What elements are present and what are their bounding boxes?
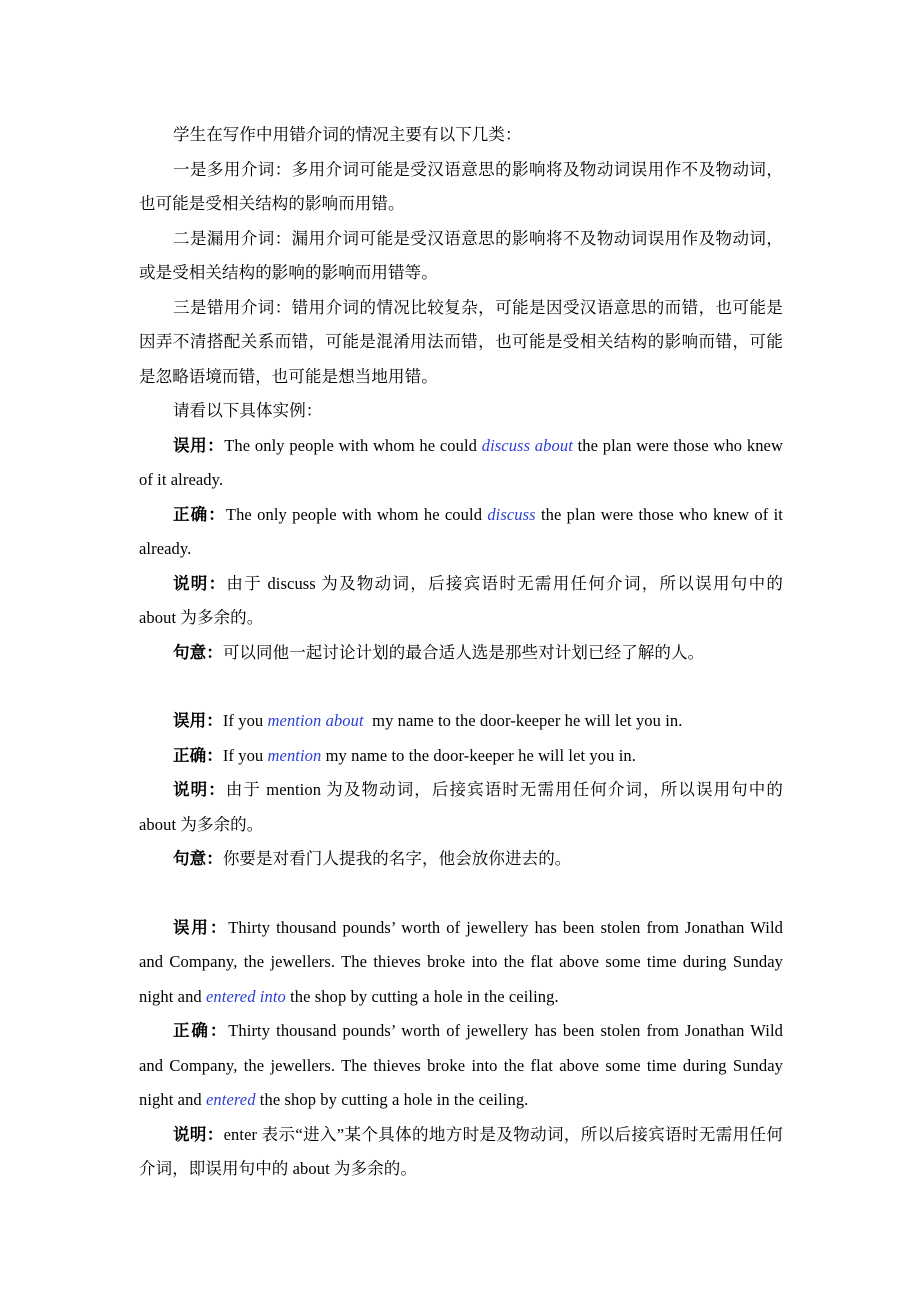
meaning-label: 句意： bbox=[173, 849, 223, 868]
document-body bbox=[139, 118, 783, 1187]
intro-paragraph: 一是多用介词：多用介词可能是受汉语意思的影响将及物动词误用作不及物动词，也可能是受相关结构的影响而用错。 bbox=[139, 159, 783, 213]
explain-label: 说明： bbox=[173, 780, 226, 799]
wrong-label: 误用： bbox=[173, 711, 223, 730]
highlighted-phrase: discuss bbox=[487, 504, 536, 524]
highlighted-phrase: discuss about bbox=[481, 435, 573, 455]
example-meaning bbox=[139, 842, 783, 877]
sentence-text: the shop by cutting a hole in the ceiling. bbox=[285, 986, 559, 1006]
example-wrong-sentence bbox=[139, 429, 783, 498]
meaning-text: 你要是对看门人提我的名字，他会放你进去的。 bbox=[222, 849, 572, 868]
spacer bbox=[139, 877, 783, 911]
sentence-text: If you bbox=[222, 711, 268, 730]
correct-label: 正确： bbox=[173, 745, 223, 765]
sentence-text: the shop by cutting a hole in the ceiling. bbox=[255, 1090, 529, 1109]
sentence-text: If you bbox=[222, 745, 268, 765]
intro-paragraph: 请看以下具体实例： bbox=[173, 401, 323, 420]
explanation-text: 由于 discuss 为及物动词，后接宾语时无需用任何介词，所以误用句中的 about 为多余的。 bbox=[139, 573, 783, 627]
example-wrong-sentence bbox=[139, 704, 783, 739]
wrong-label: 误用： bbox=[173, 435, 225, 455]
example-correct-sentence bbox=[139, 1014, 783, 1118]
highlighted-phrase: mention about bbox=[267, 711, 364, 730]
highlighted-phrase: entered bbox=[206, 1090, 256, 1109]
intro-paragraph: 学生在写作中用错介词的情况主要有以下几类： bbox=[173, 125, 522, 144]
sentence-text: Thirty thousand pounds’ worth of jewellery has been stolen from Jonathan Wild and Company, the jewellers. The thieves broke into the flat above some time during Sunday night and bbox=[139, 917, 783, 1006]
highlighted-phrase: mention bbox=[267, 745, 322, 765]
spacer bbox=[139, 670, 783, 704]
meaning-text: 可以同他一起讨论计划的最合适人选是那些对计划已经了解的人。 bbox=[222, 642, 705, 662]
example-explanation bbox=[139, 1118, 783, 1187]
sentence-text: Thirty thousand pounds’ worth of jewellery has been stolen from Jonathan Wild and Company, the jewellers. The thieves broke into the flat above some time during Sunday night and bbox=[139, 1021, 783, 1109]
explain-label: 说明： bbox=[173, 573, 227, 593]
intro-paragraph: 三是错用介词：错用介词的情况比较复杂，可能是因受汉语意思的而错，也可能是因弄不清搭配关系而错，可能是混淆用法而错，也可能是受相关结构的影响而错，可能是忽略语境而错，也可能是想当地用错。 bbox=[139, 297, 783, 386]
correct-label: 正确： bbox=[173, 1021, 229, 1040]
example-explanation bbox=[139, 773, 783, 842]
wrong-label: 误用： bbox=[173, 917, 229, 937]
example-explanation bbox=[139, 567, 783, 636]
example-wrong-sentence bbox=[139, 911, 783, 1015]
intro-paragraph: 二是漏用介词：漏用介词可能是受汉语意思的影响将不及物动词误用作及物动词，或是受相关结构的影响的影响而用错等。 bbox=[139, 228, 783, 282]
example-meaning bbox=[139, 636, 783, 671]
sentence-text: the plan were those who knew of it already. bbox=[139, 504, 783, 558]
sentence-text: The only people with whom he could bbox=[224, 435, 482, 455]
example-correct-sentence bbox=[139, 739, 783, 774]
sentence-text: the plan were those who knew of it already. bbox=[139, 435, 783, 489]
correct-label: 正确： bbox=[173, 504, 226, 524]
explanation-text: 由于 mention 为及物动词，后接宾语时无需用任何介词，所以误用句中的 about 为多余的。 bbox=[139, 780, 783, 834]
meaning-label: 句意： bbox=[173, 642, 223, 662]
highlighted-phrase: entered into bbox=[206, 986, 286, 1006]
sentence-text: The only people with whom he could bbox=[225, 504, 488, 524]
sentence-text: my name to the door-keeper he will let you in. bbox=[321, 745, 636, 765]
sentence-text: my name to the door-keeper he will let you in. bbox=[363, 711, 683, 730]
explanation-text: enter 表示“进入”某个具体的地方时是及物动词，所以后接宾语时无需用任何介词，即误用句中的 about 为多余的。 bbox=[139, 1124, 783, 1178]
explain-label: 说明： bbox=[173, 1124, 224, 1144]
example-correct-sentence bbox=[139, 498, 783, 567]
